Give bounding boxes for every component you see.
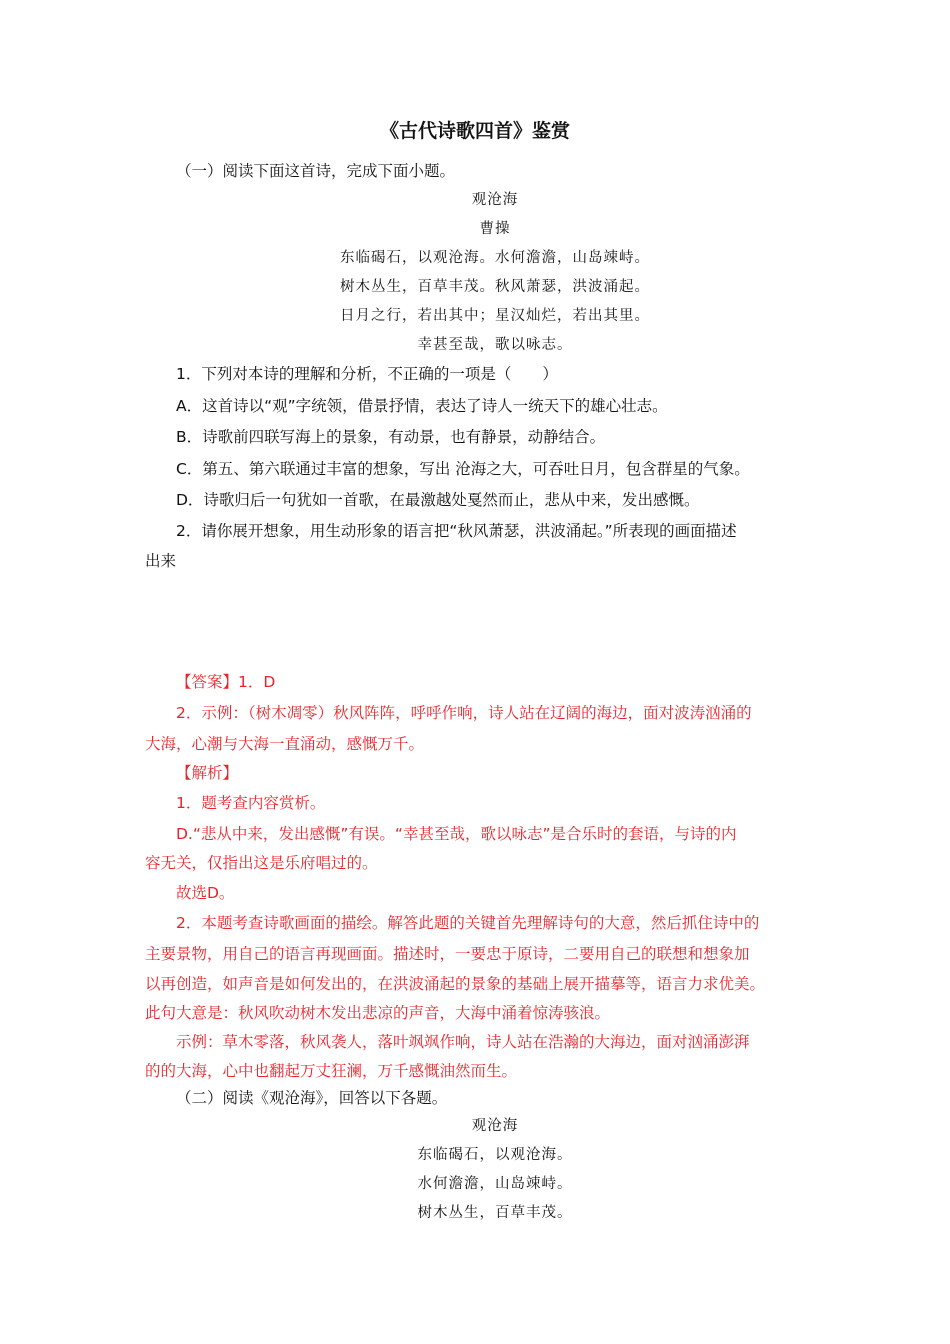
poem-title: 观沧海: [471, 1118, 519, 1134]
question-2-stem-continued: 出来: [145, 552, 177, 570]
poem-line: 水何澹澹，山岛竦峙。: [417, 1176, 573, 1192]
poem-line: 日月之行，若出其中；星汉灿烂，若出其里。: [340, 308, 650, 324]
analysis-2: 2．本题考查诗歌画面的描绘。解答此题的关键首先理解诗句的大意，然后抓住诗中的: [176, 914, 760, 932]
analysis-1: 1．题考查内容赏析。: [176, 794, 326, 812]
analysis-1-conclusion: 故选D。: [176, 884, 235, 902]
question-1-option-b: B．诗歌前四联写海上的景象，有动景，也有静景，动静结合。: [176, 428, 606, 446]
analysis-1-detail-continued: 容无关，仅指出这是乐府唱过的。: [145, 854, 378, 872]
section2-instruction: （二）阅读《观沧海》，回答以下各题。: [176, 1089, 448, 1107]
analysis-2-example-continued: 的的大海，心中也翻起万丈狂澜，万千感慨油然而生。: [145, 1062, 518, 1080]
poem-line: 东临碣石，以观沧海。水何澹澹，山岛竦峙。: [340, 250, 650, 266]
question-1-option-d: D．诗歌归后一句犹如一首歌，在最激越处戛然而止，悲从中来，发出感慨。: [176, 491, 700, 509]
analysis-2-line: 主要景物，用自己的语言再现画面。描述时，一要忠于原诗，二要用自己的联想和想象加: [145, 945, 750, 963]
answer-2-continued: 大海，心潮与大海一直涌动，感慨万千。: [145, 735, 425, 753]
answer-2: 2．示例：（树木凋零）秋风阵阵，呼呼作响，诗人站在辽阔的海边，面对波涛汹涌的: [176, 704, 752, 722]
question-1-option-c: C．第五、第六联通过丰富的想象，写出 沧海之大，可吞吐日月，包含群星的气象。: [176, 460, 750, 478]
answer-label: 【答案】1．D: [176, 673, 276, 691]
question-1-stem: 1．下列对本诗的理解和分析，不正确的一项是（ ）: [176, 365, 558, 383]
analysis-label: 【解析】: [176, 764, 239, 782]
poem-line: 幸甚至哉，歌以咏志。: [417, 337, 573, 353]
poem-line: 东临碣石，以观沧海。: [417, 1147, 573, 1163]
poem-title: 观沧海: [471, 192, 519, 208]
question-1-option-a: A．这首诗以“观”字统领，借景抒情，表达了诗人一统天下的雄心壮志。: [176, 397, 668, 415]
analysis-2-line: 此句大意是：秋风吹动树木发出悲凉的声音，大海中涌着惊涛骇浪。: [145, 1004, 611, 1022]
page-title: 《古代诗歌四首》鉴赏: [379, 120, 570, 142]
poem-author: 曹操: [479, 221, 511, 237]
section1-instruction: （一）阅读下面这首诗，完成下面小题。: [176, 162, 456, 180]
analysis-2-line: 以再创造，如声音是如何发出的，在洪波涌起的景象的基础上展开描摹等，语言力求优美。: [145, 975, 766, 993]
poem-line: 树木丛生，百草丰茂。: [417, 1205, 573, 1221]
analysis-2-example: 示例：草木零落，秋风袭人，落叶飒飒作响，诗人站在浩瀚的大海边，面对汹涌澎湃: [176, 1033, 750, 1051]
analysis-1-detail: D.“悲从中来，发出感慨”有误。“幸甚至哉，歌以咏志”是合乐时的套语，与诗的内: [176, 825, 737, 843]
poem-line: 树木丛生，百草丰茂。秋风萧瑟，洪波涌起。: [340, 279, 650, 295]
question-2-stem: 2．请你展开想象，用生动形象的语言把“秋风萧瑟，洪波涌起。”所表现的画面描述: [176, 522, 737, 540]
